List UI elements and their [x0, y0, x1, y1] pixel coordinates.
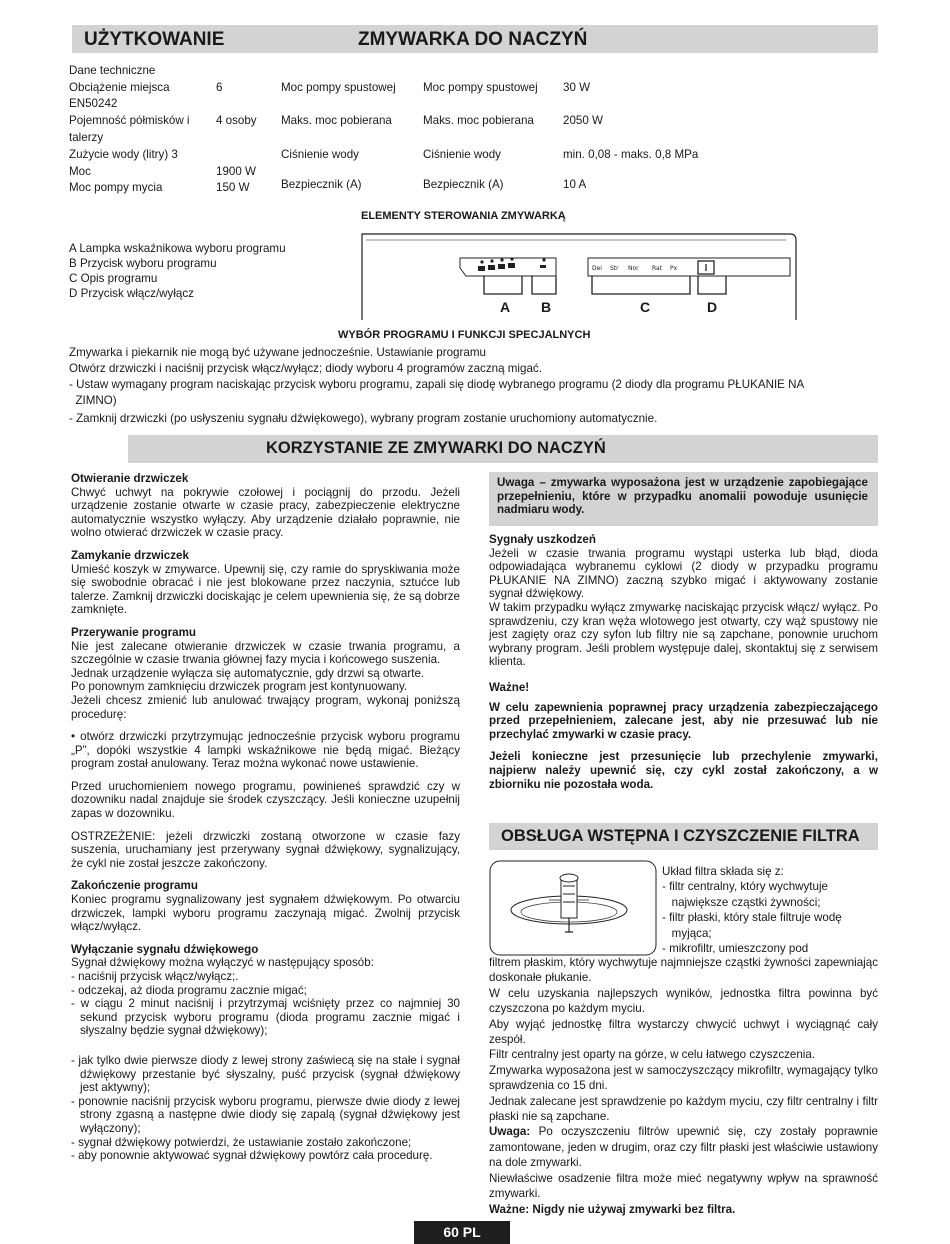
interrupt-text: Jednak urządzenie wyłącza się automatycznie, gdy drzwi są otwarte.: [71, 666, 425, 680]
page-number: 60 PL: [443, 1224, 481, 1240]
open-text: Chwyć uchwyt na pokrywie czołowej i pociągnij do przodu. Jeżeli urządzenie zostanie otwarte w czasie pracy, zabezpieczenie elektryczne automatycznie wszystko wyłączy. Aby urządzenie działało poprawnie, nie wolno otwierać drzwiczek w czasie pracy.: [71, 485, 460, 540]
filter-paragraph: Zmywarka wyposażona jest w samoczyszczący mikrofiltr, wymagający tylko sprawdzenia co 15 dni.: [489, 1063, 878, 1093]
control-label-d: D: [707, 299, 718, 315]
overflow-note: Uwaga – zmywarka wyposażona jest w urządzenie zapobiegające przepełnieniu, które w przypadku anomalii powoduje usunięcie nadmiaru wody.: [497, 476, 868, 517]
filter-list-item: Układ filtra składa się z:: [662, 865, 784, 878]
filter-attention-label: Uwaga:: [489, 1125, 531, 1139]
tech-col5: 10 A: [563, 178, 587, 191]
filter-paragraph: Filtr centralny jest oparty na górze, w celu łatwego czyszczenia.: [489, 1048, 816, 1062]
controls-item: B Przycisk wyboru programu: [69, 257, 217, 270]
damage-title: Sygnały uszkodzeń: [489, 533, 596, 546]
svg-text:Px: Px: [670, 265, 678, 272]
page-title-left: UŻYTKOWANIE: [84, 29, 225, 50]
tech-col3: Ciśnienie wody: [281, 148, 359, 161]
tech-heading: Dane techniczne: [69, 64, 156, 77]
controls-item: A Lampka wskaźnikowa wyboru programu: [69, 242, 286, 255]
right-column-top: [489, 533, 878, 791]
left-column: [71, 472, 460, 1163]
controls-item: C Opis programu: [69, 272, 158, 285]
tech-col4: Ciśnienie wody: [423, 148, 501, 161]
interrupt-title: Przerywanie programu: [71, 625, 196, 639]
filter-paragraph: filtrem płaskim, który wychwytuje najmniejsze cząstki żywności zapewniając doskonałe płukanie.: [489, 956, 878, 985]
filter-text: [489, 955, 878, 1217]
tech-label: talerzy: [69, 131, 104, 144]
interrupt-text: Nie jest zalecane otwieranie drzwiczek w czasie trwania programu, a szczególnie w czasie trwania głównej fazy mycia i końcowego suszenia.: [71, 639, 460, 667]
page-title-right: ZMYWARKA DO NACZYŃ: [358, 29, 588, 50]
before-text: Przed uruchomieniem nowego programu, powinieneś sprawdzić czy w dozowniku nadal znajduje sie środek czyszczący. Jeśli konieczne uzupełnij zapas w dozowniku.: [71, 779, 460, 821]
warning-text: OSTRZEŻENIE: jeżeli drzwiczki zostaną otworzone w czasie fazy suszenia, uruchamiany jest przerywany sygnał dźwiękowy, sygnalizujący, że cykl nie został jeszcze zakończony.: [71, 829, 460, 870]
sound-step: - sygnał dźwiękowy potwierdzi, że ustawianie zostało zakończone;: [71, 1135, 412, 1149]
svg-text:Dei: Dei: [592, 265, 602, 272]
end-title: Zakończenie programu: [71, 879, 198, 893]
damage-text: Jeżeli w czasie trwania programu wystąpi usterka lub błąd, dioda odpowiadająca wybranemu cyklowi (2 diody w przypadku programu PŁUKANIE NA ZIMNO) zaczną szybko migać i aktywowany zostanie sygnał dźwiękowy.: [489, 546, 878, 601]
filter-final-note: Ważne: Nigdy nie używaj zmywarki bez filtra.: [489, 1202, 736, 1216]
tech-col3: Bezpiecznik (A): [281, 178, 362, 191]
controls-heading: ELEMENTY STEROWANIA ZMYWARKĄ: [361, 210, 566, 222]
tech-label: EN50242: [69, 97, 118, 110]
tech-value: 6: [216, 81, 223, 94]
tech-col4: Bezpiecznik (A): [423, 178, 504, 191]
tech-col3: Moc pompy spustowej: [281, 81, 396, 94]
sound-step: - naciśnij przycisk włącz/wyłącz;.: [71, 970, 239, 983]
tech-value: 4 osoby: [216, 114, 257, 127]
tech-label: Pojemność półmisków i: [69, 114, 190, 127]
interrupt-text: Po ponownym zamknięciu drzwiczek program jest kontynuowany.: [71, 680, 408, 694]
tech-value: 150 W: [216, 181, 250, 194]
program-line: Zmywarka i piekarnik nie mogą być używane jednocześnie. Ustawianie programu: [69, 346, 486, 359]
section-title: KORZYSTANIE ZE ZMYWARKI DO NACZYŃ: [266, 439, 606, 457]
tech-col4: Moc pompy spustowej: [423, 81, 538, 94]
sound-step: - jak tylko dwie pierwsze diody z lewej strony zaświecą się na stałe i sygnał dźwiękowy przestanie być słyszalny, puść przycisk (sygnał dźwiękowy jest aktywny);: [71, 1053, 460, 1095]
svg-text:Nor: Nor: [628, 265, 639, 272]
close-text: Umieść koszyk w zmywarce. Upewnij się, czy ramie do spryskiwania może się swobodnie obracać i nie jest blokowane przez naczynia, sztućce lub talerze. Zamknij drzwiczki dociskając je celem upewnienia się, że są dobrze zamknięte.: [71, 562, 460, 617]
tech-col3: Maks. moc pobierana: [281, 114, 392, 127]
filter-attention: [489, 1124, 878, 1170]
sound-intro: Sygnał dźwiękowy można wyłączyć w następujący sposób:: [71, 956, 374, 970]
important-title: Ważne!: [489, 680, 530, 694]
filter-paragraph: Niewłaściwe osadzenie filtra może mieć negatywny wpływ na sprawność zmywarki.: [489, 1171, 878, 1201]
filter-heading: OBSŁUGA WSTĘPNA I CZYSZCZENIE FILTRA: [501, 827, 860, 845]
filter-list-item: - filtr centralny, który wychwytuje: [662, 880, 829, 894]
open-title: Otwieranie drzwiczek: [71, 472, 189, 485]
program-line: ZIMNO): [69, 394, 117, 407]
interrupt-bullet: • otwórz drzwiczki przytrzymując jednocześnie przycisk wyboru programu „P”, dopóki wszystkie 4 lampki wskaźnikowe nie będą migać. Bieżący program został anulowany. Teraz można wykonać nowe ustawienie.: [71, 730, 460, 771]
control-panel-illustration: [360, 230, 800, 322]
filter-paragraph: Aby wyjąć jednostkę filtra wystarczy chwycić uchwyt i wyciągnąć cały zespół.: [489, 1017, 878, 1047]
end-text: Koniec programu sygnalizowany jest sygnałem dźwiękowym. Po otwarciu drzwiczek, lampki wyboru programu zaczynają migać. Zwolnij przycisk włącz/wyłącz.: [71, 893, 460, 934]
important-text: W celu zapewnienia poprawnej pracy urządzenia zabezpieczającego przed przepełnieniem, zalecane jest, aby nie przesuwać lub nie przechylać zmywarki w czasie pracy.: [489, 700, 878, 741]
sound-step: - w ciągu 2 minut naciśnij i przytrzymaj wciśnięty przez co najmniej 30 sekund przycisk wyboru programu (dioda programu zacznie migać i słyszalny będzie sygnał dźwiękowy);: [71, 997, 460, 1038]
program-line: - Ustaw wymagany program naciskając przycisk wyboru programu, zapali się diodę wybranego programu (2 diody dla programu PŁUKANIE NA: [69, 378, 805, 391]
filter-paragraph: W celu uzyskania najlepszych wyników, jednostka filtra powinna być czyszczona po każdym myciu.: [489, 986, 878, 1016]
filter-paragraph: Jednak zalecane jest sprawdzenie po każdym myciu, czy filtr centralny i filtr płaski nie są zapchane.: [489, 1094, 878, 1124]
svg-text:Str: Str: [610, 265, 619, 272]
filter-list-item: - mikrofiltr, umieszczony pod: [662, 942, 809, 956]
sound-step: - aby ponownie aktywować sygnał dźwiękowy powtórz cała procedurę.: [71, 1149, 433, 1163]
control-label-b: B: [541, 299, 552, 315]
program-heading: WYBÓR PROGRAMU I FUNKCJI SPECJALNYCH: [338, 329, 591, 341]
filter-list: [662, 864, 878, 956]
sound-step: - ponownie naciśnij przycisk wyboru programu, pierwsze dwie diody z lewej strony zgasną a następne dwie diody się zapalą (sygnał dźwiękowy jest wyłączony);: [71, 1094, 460, 1135]
sound-title: Wyłączanie sygnału dźwiękowego: [71, 942, 259, 956]
tech-label: Moc: [69, 165, 91, 178]
svg-text:Rat: Rat: [652, 265, 663, 272]
filter-attention-text: Po oczyszczeniu filtrów upewnić się, czy zostały poprawnie zamontowane, jeden w drugim, oraz czy filtr płaski jest właściwie ustawiony na dole zmywarki.: [489, 1125, 878, 1170]
tech-label: Moc pompy mycia: [69, 181, 163, 194]
close-title: Zamykanie drzwiczek: [71, 548, 189, 562]
control-label-a: A: [500, 299, 511, 315]
tech-label: Obciążenie miejsca: [69, 81, 170, 94]
program-line: - Zamknij drzwiczki (po usłyszeniu sygnału dźwiękowego), wybrany program zostanie uruchomiony automatycznie.: [69, 412, 658, 425]
tech-col5: 2050 W: [563, 114, 603, 127]
filter-list-item: największe cząstki żywności;: [662, 895, 821, 909]
damage-text: W takim przypadku wyłącz zmywarkę naciskając przycisk włącz/ wyłącz. Po sprawdzeniu, czy kran węża wlotowego jest otwarty, czy wąż spustowy nie jest zagięty oraz czy syfon lub filtry nie są zapchane, ponownie uruchom wybrany program. Jeśli problem występuje dalej, skontaktuj się z serwisem klienta.: [489, 600, 878, 669]
tech-value: 1900 W: [216, 165, 256, 178]
filter-illustration: [489, 860, 657, 956]
tech-col5: min. 0,08 - maks. 0,8 MPa: [563, 148, 699, 161]
interrupt-text: Jeżeli chcesz zmienić lub anulować trwający program, wykonaj poniższą procedurę:: [71, 693, 460, 721]
control-label-c: C: [640, 299, 651, 315]
controls-item: D Przycisk włącz/wyłącz: [69, 287, 194, 300]
important-text: Jeżeli konieczne jest przesunięcie lub przechylenie zmywarki, najpierw należy upewnić się, czy cykl został zakończony, a w zbiorniku nie pozostała woda.: [489, 750, 878, 791]
filter-list-item: - filtr płaski, który stale filtruje wodę: [662, 911, 842, 925]
tech-col5: 30 W: [563, 81, 591, 94]
sound-step: - odczekaj, aż dioda programu zacznie migać;: [71, 983, 307, 997]
tech-col4: Maks. moc pobierana: [423, 114, 534, 127]
filter-list-item: myjąca;: [662, 926, 712, 940]
program-line: Otwórz drzwiczki i naciśnij przycisk włącz/wyłącz; diody wyboru 4 programów zaczną migać.: [69, 362, 542, 375]
tech-label: Zużycie wody (litry) 3: [69, 148, 178, 161]
